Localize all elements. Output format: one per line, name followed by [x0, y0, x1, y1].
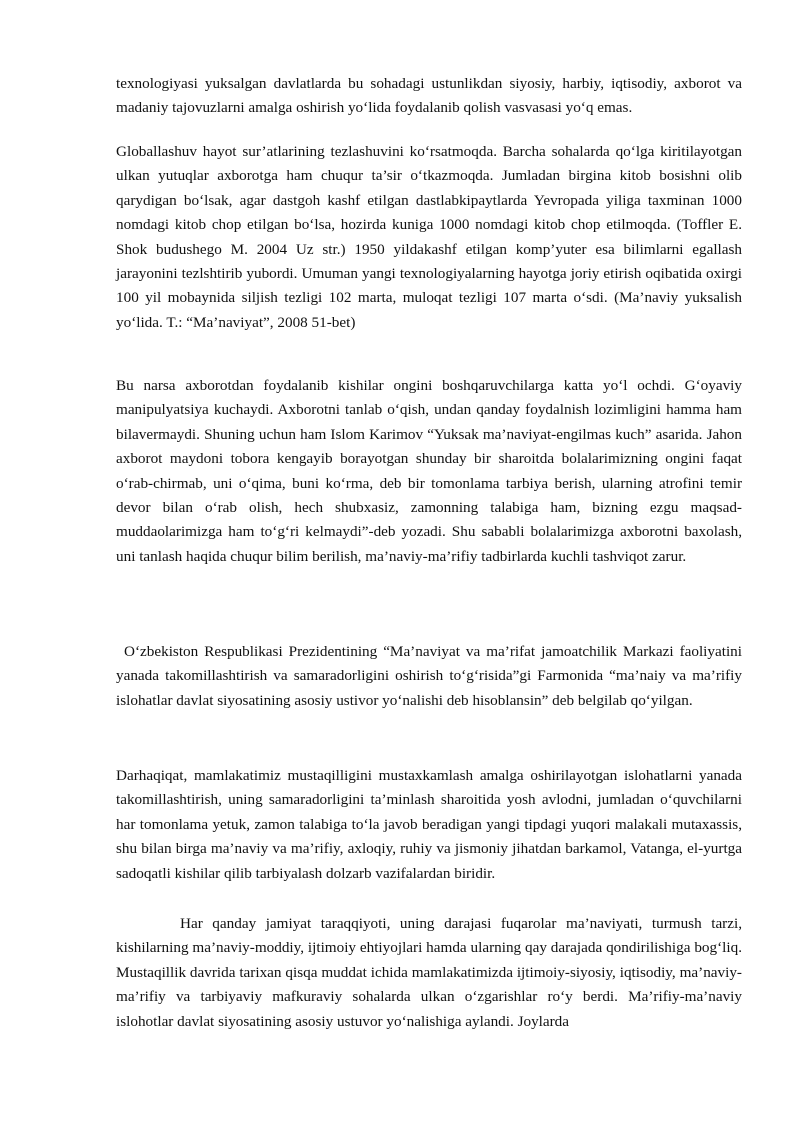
- paragraph-2: Globallashuv hayot sur’atlarining tezlashuvini ko‘rsatmoqda. Barcha sohalarda qo‘lga kiritilayotgan ulkan yutuqlar axborotga ham chuqur ta’sir o‘tkazmoqda. Jumladan birgina kitob bosishni olib qarydigan bo‘lsak, agar dastgoh kashf etilgan dastlabkipaytlarda Yevropada yiliga taxminan 1000 nomdagi kitob chop etilgan bo‘lsa, hozirda kuniga 1000 nomdagi kitob chop etilmoqda. (Toffler E. Shok budushego M. 2004 Uz str.) 1950 yildakashf etilgan komp’yuter esa bilimlarni egallash jarayonini tezlshtirib yubordi. Umuman yangi texnologiyalarning hayotga joriy etirish oqibatida oxirgi 100 yil mobaynida siljish tezligi 102 marta, muloqat tezligi 107 marta o‘sdi. (Ma’naviy yuksalish yo‘lida. T.: “Ma’naviyat”, 2008 51-bet): [116, 143, 742, 331]
- paragraph-5: Darhaqiqat, mamlakatimiz mustaqilligini mustaxkamlash amalga oshirilayotgan islohatlarni yanada takomillashtirish, uning samaradorligini ta’minlash sharoitida yosh avlodni, jumladan o‘quvchilarni har tomonlama yetuk, zamon talabiga to‘la javob beradigan yangi tipdagi yuqori malakali mutaxassis, shu bilan birga ma’naviy va ma’rifiy, axloqiy, ruhiy va jismoniy jihatdan barkamol, Vatanga, el-yurtga sadoqatli kishilar qilib tarbiyalash dolzarb vazifalardan biridir.: [116, 767, 742, 882]
- paragraph-4: O‘zbekiston Respublikasi Prezidentining “Ma’naviyat va ma’rifat jamoatchilik Markazi faoliyatini yanada takomillashtirish va samaradorligini oshirish to‘g‘risida”gi Farmonida “ma’naiy va ma’rifiy islohatlar davlat siyosatining asosiy ustivor yo‘nalishi deb hisoblansin” deb belgilab qo‘yilgan.: [116, 643, 742, 709]
- paragraph-6: Har qanday jamiyat taraqqiyoti, uning darajasi fuqarolar ma’naviyati, turmush tarzi, kishilarning ma’naviy-moddiy, ijtimoiy ehtiyojlari hamda ularning qay darajada qondirilishiga bog‘liq. Mustaqillik davrida tarixan qisqa muddat ichida mamlakatimizda ijtimoiy-siyosiy, iqtisodiy, ma’naviy-ma’rifiy va tarbiyaviy mafkuraviy sohalarda ulkan o‘zgarishlar ro‘y berdi. Ma’rifiy-ma’naviy islohotlar davlat siyosatining asosiy ustuvor yo‘nalishiga aylandi. Joylarda: [116, 915, 742, 1030]
- paragraph-1: texnologiyasi yuksalgan davlatlarda bu sohadagi ustunlikdan siyosiy, harbiy, iqtisodiy, axborot va madaniy tajovuzlarni amalga oshirish yo‘lida foydalanib qolish vasvasasi yo‘q emas.: [116, 75, 742, 117]
- paragraph-3: Bu narsa axborotdan foydalanib kishilar ongini boshqaruvchilarga katta yo‘l ochdi. G‘oyaviy manipulyatsiya kuchaydi. Axborotni tanlab o‘qish, undan qanday foydalnish lozimligini hamma ham bilavermaydi. Shuning uchun ham Islom Karimov “Yuksak ma’naviyat-engilmas kuch” asarida. Jahon axborot maydoni tobora kengayib borayotgan shunday bir sharoitda bolalarimizning ongini faqat o‘rab-chirmab, uni o‘qima, buni ko‘rma, deb bir tomonlama tarbiya berish, ularning atrofini temir devor bilan o‘rab olish, hech shubxasiz, zamonning talabiga ham, bizning ezgu maqsad-muddaolarimizga ham to‘g‘ri kelmaydi”-deb yozadi. Shu sababli bolalarimizga axborotni baxolash, uni tanlash haqida chuqur bilim berilish, ma’naviy-ma’rifiy tadbirlarda kuchli tashviqot zarur.: [116, 377, 742, 565]
